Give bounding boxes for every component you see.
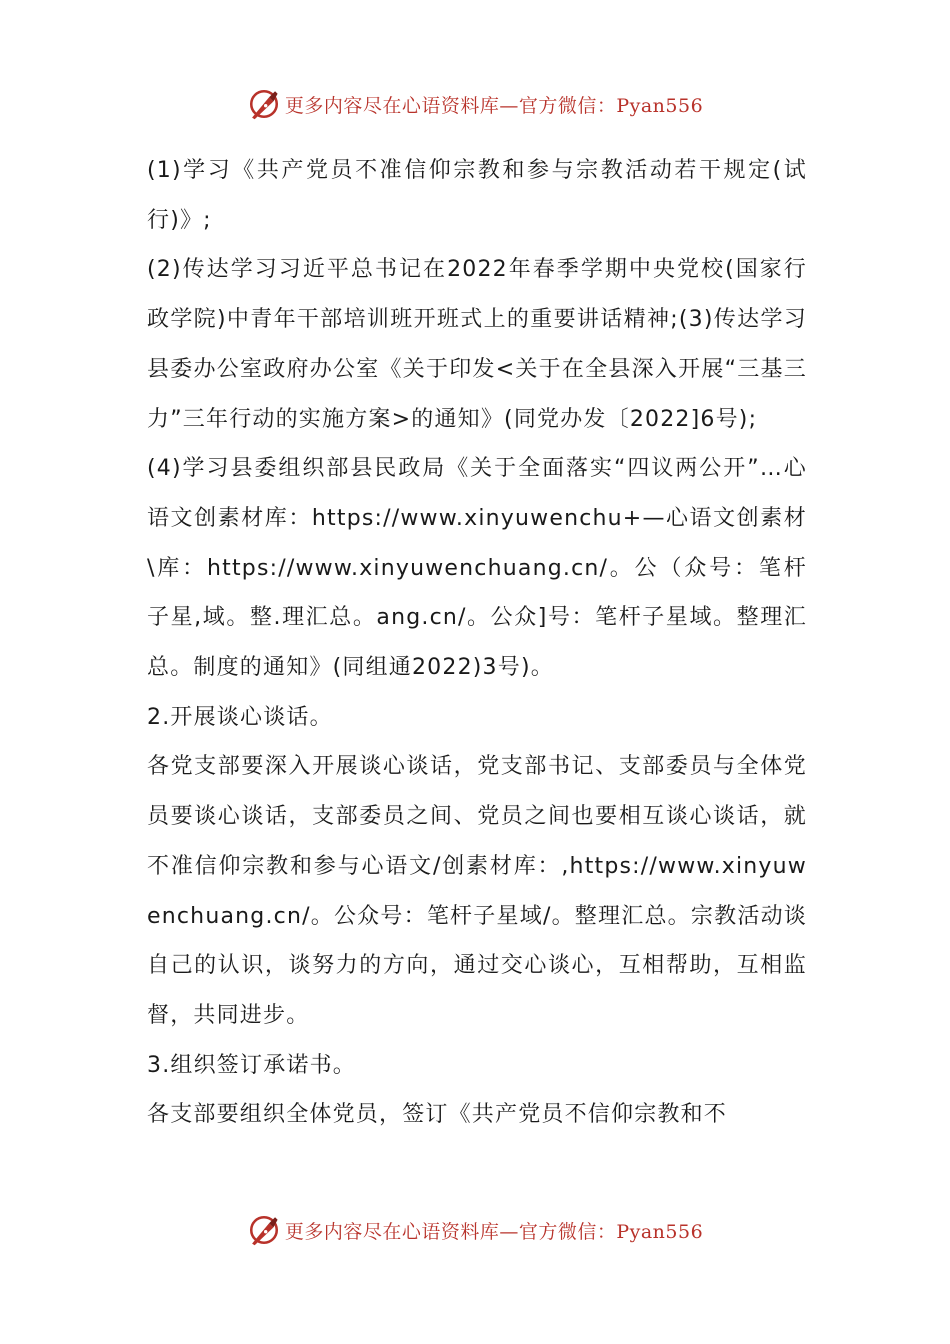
section-heading-talks: 2.开展谈心谈话。 xyxy=(147,704,333,730)
header-banner xyxy=(0,82,950,126)
paragraph-talks: 各党支部要深入开展谈心谈话，党支部书记、支部委员与全体党员要谈心谈话，支部委员之间、党员之间也要相互谈心谈话，就不准信仰宗教和参与心语文/创素材库：,https://www.xinyuwenchuang.cn/。公众号：笔杆子星域/。整理汇总。宗教活动谈自己的认识，谈努力的方向，通过交心谈心，互相帮助，互相监督，共同进步。 xyxy=(147,754,807,1028)
document-body xyxy=(147,146,807,1140)
pen-nib-icon xyxy=(247,1213,281,1247)
paragraph-study-notice: (4)学习县委组织部县民政局《关于全面落实“四议两公开”…心语文创素材库：https://www.xinyuwenchu+—心语文创素材\库：https://www.xinyuwenchuang.cn/。公（众号：笔杆子星,域。整.理汇总。ang.cn/。公众]号：笔杆子星域。整理汇总。制度的通知》(同组通2022)3号)。 xyxy=(147,456,807,681)
paragraph-commitment: 各支部要组织全体党员，签订《共产党员不信仰宗教和不 xyxy=(147,1102,728,1128)
header-banner-text: 更多内容尽在心语资料库—官方微信：Pyan556 xyxy=(284,94,704,117)
pen-nib-icon xyxy=(247,87,281,121)
footer-banner xyxy=(0,1208,950,1252)
footer-banner-text: 更多内容尽在心语资料库—官方微信：Pyan556 xyxy=(284,1220,704,1243)
paragraph-study-regulations: (1)学习《共产党员不准信仰宗教和参与宗教活动若干规定(试行)》; xyxy=(147,158,807,233)
section-heading-commitment: 3.组织签订承诺书。 xyxy=(147,1052,356,1078)
paragraph-convey-speech: (2)传达学习习近平总书记在2022年春季学期中央党校(国家行政学院)中青年干部培训班开班式上的重要讲话精神;(3)传达学习县委办公室政府办公室《关于印发<关于在全县深入开展“三基三力”三年行动的实施方案>的通知》(同党办发〔2022]6号); xyxy=(147,257,807,432)
